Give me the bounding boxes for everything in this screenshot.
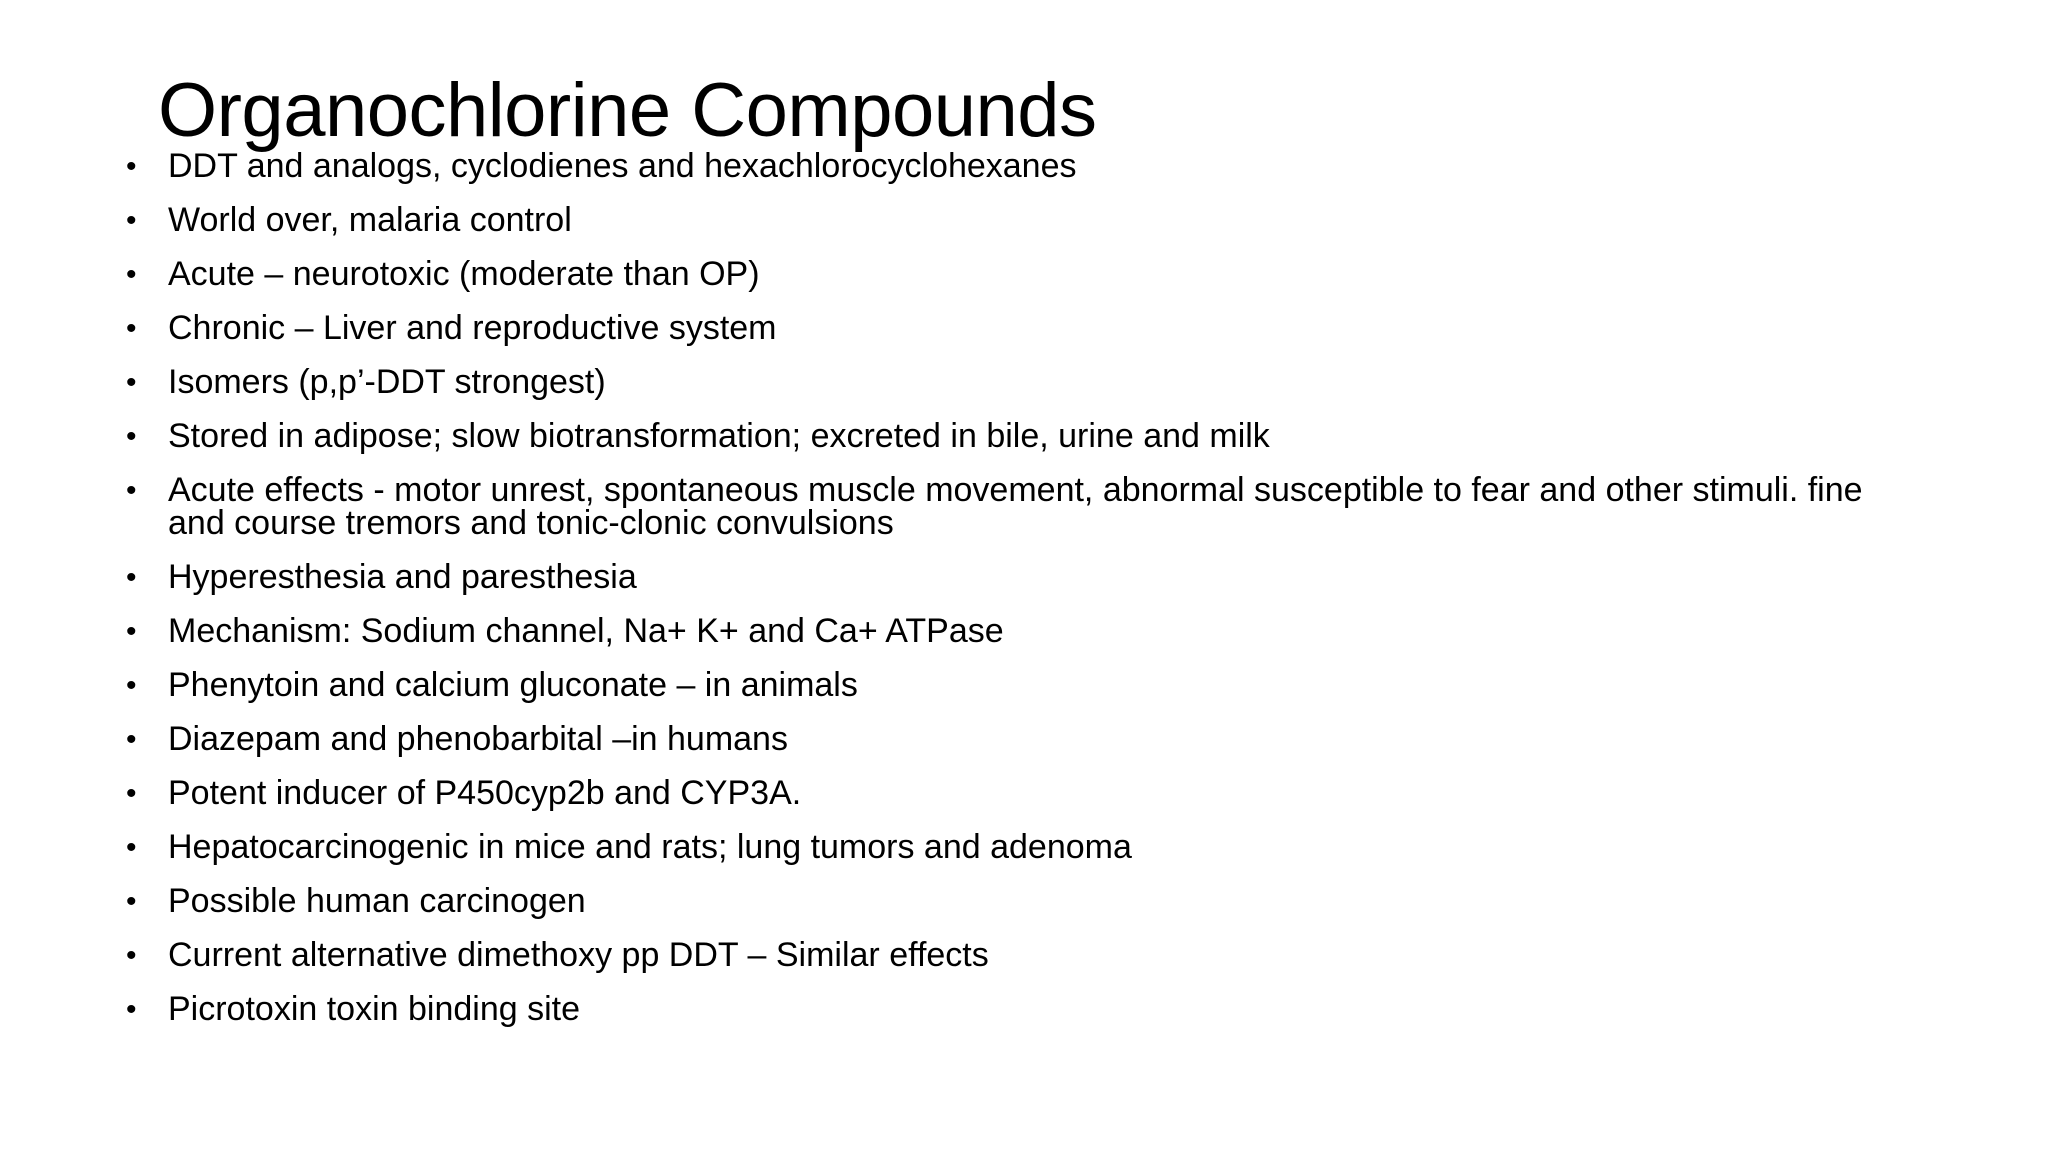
- bullet-dot-icon: •: [126, 939, 137, 972]
- bullet-dot-icon: •: [126, 150, 137, 183]
- bullet-text: Potent inducer of P450cyp2b and CYP3A.: [168, 774, 802, 812]
- bullet-text: Phenytoin and calcium gluconate – in animals: [168, 666, 858, 704]
- slide-title: Organochlorine Compounds: [158, 68, 1097, 153]
- bullet-text: Acute – neurotoxic (moderate than OP): [168, 255, 760, 293]
- bullet-text: Stored in adipose; slow biotransformation; excreted in bile, urine and milk: [168, 417, 1270, 455]
- bullet-item: [126, 990, 1926, 1028]
- bullet-dot-icon: •: [126, 831, 137, 864]
- bullet-item: [126, 612, 1926, 650]
- bullet-text: Picrotoxin toxin binding site: [168, 990, 581, 1028]
- bullet-text: World over, malaria control: [168, 201, 572, 239]
- bullet-text: Mechanism: Sodium channel, Na+ K+ and Ca+ ATPase: [168, 612, 1004, 650]
- bullet-text: Acute effects - motor unrest, spontaneous muscle movement, abnormal susceptible to fear and other stimuli. fine and course tremors and tonic-clonic convulsions: [168, 471, 1863, 542]
- bullet-text: Hepatocarcinogenic in mice and rats; lung tumors and adenoma: [168, 828, 1132, 866]
- bullet-dot-icon: •: [126, 615, 137, 648]
- bullet-item: [126, 828, 1926, 866]
- bullet-item: [126, 882, 1926, 920]
- bullet-text: Possible human carcinogen: [168, 882, 586, 920]
- bullet-item: [126, 201, 1926, 239]
- bullet-text: Current alternative dimethoxy pp DDT – Similar effects: [168, 936, 989, 974]
- bullet-dot-icon: •: [126, 258, 137, 291]
- bullet-dot-icon: •: [126, 312, 137, 345]
- bullet-dot-icon: •: [126, 420, 137, 453]
- bullet-dot-icon: •: [126, 993, 137, 1026]
- bullet-dot-icon: •: [126, 204, 137, 237]
- bullet-item: [126, 255, 1926, 293]
- bullet-item: [126, 666, 1926, 704]
- bullet-item: [126, 558, 1926, 596]
- bullet-text: Chronic – Liver and reproductive system: [168, 309, 777, 347]
- bullet-item: [126, 309, 1926, 347]
- bullet-item: [126, 936, 1926, 974]
- bullet-item: [126, 720, 1926, 758]
- bullet-item: [126, 363, 1926, 401]
- bullet-dot-icon: •: [126, 723, 137, 756]
- bullet-text: Diazepam and phenobarbital –in humans: [168, 720, 788, 758]
- bullet-item: [126, 774, 1926, 812]
- bullet-list: [126, 147, 1926, 1047]
- bullet-item: [126, 471, 1926, 542]
- bullet-item: [126, 147, 1926, 185]
- bullet-text: Isomers (p,p’-DDT strongest): [168, 363, 606, 401]
- bullet-dot-icon: •: [126, 366, 137, 399]
- bullet-text: Hyperesthesia and paresthesia: [168, 558, 637, 596]
- bullet-text: DDT and analogs, cyclodienes and hexachlorocyclohexanes: [168, 147, 1077, 185]
- bullet-dot-icon: •: [126, 474, 137, 507]
- bullet-dot-icon: •: [126, 561, 137, 594]
- bullet-dot-icon: •: [126, 669, 137, 702]
- bullet-dot-icon: •: [126, 885, 137, 918]
- bullet-item: [126, 417, 1926, 455]
- bullet-dot-icon: •: [126, 777, 137, 810]
